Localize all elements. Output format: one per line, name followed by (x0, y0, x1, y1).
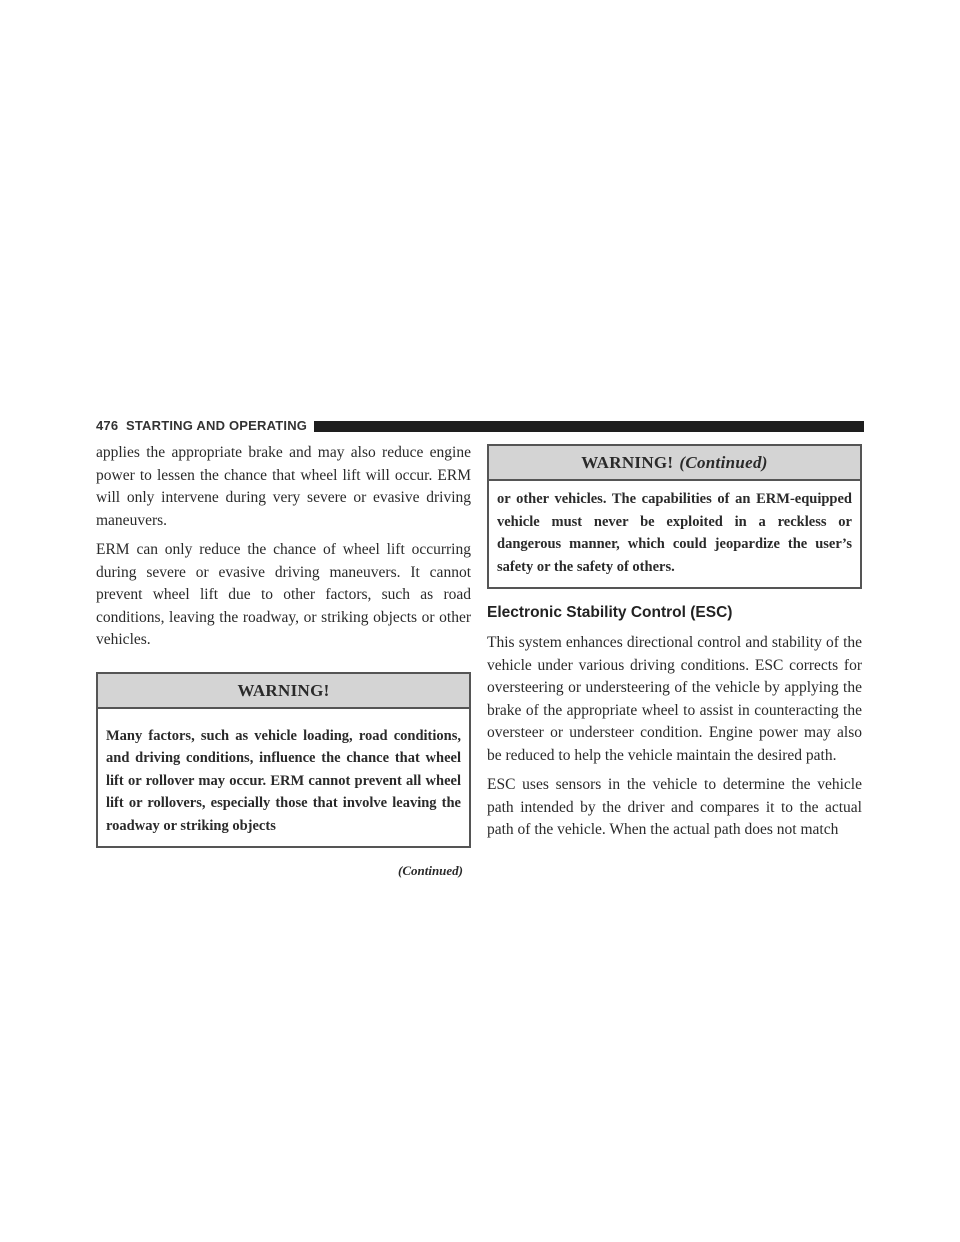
warning-title-text: WARNING! (581, 453, 674, 472)
warning-text: Many factors, such as vehicle loading, road conditions, and driving conditions, influence the chance that wheel lift or rollover may occur. ERM cannot prevent all wheel lift or rollovers, especially those that involve leaving the roadway or striking objects (106, 727, 461, 834)
warning-text: or other vehicles. The capabilities of an ERM-equipped vehicle must never be exploited in a reckless or dangerous manner, which could jeopardize the user’s safety or the safety of others. (497, 491, 852, 575)
page-header (96, 417, 864, 437)
header-rule-bar (314, 421, 864, 432)
continued-label: (Continued) (397, 863, 463, 878)
section-heading: Electronic Stability Control (ESC) (487, 604, 733, 621)
warning-title-continued: (Continued) (679, 453, 768, 472)
body-paragraph: ESC uses sensors in the vehicle to determine the vehicle path intended by the driver and compares it to the actual path of the vehicle. When the actual path does not match (487, 776, 862, 838)
body-paragraph: This system enhances directional control and stability of the vehicle under various driving conditions. ESC corrects for oversteering or understeering of the vehicle by applying the brake of the appropriate wheel to assist in counteracting the oversteer or understeer condition. Engine power may also be reduced to help the vehicle maintain the desired path. (487, 634, 862, 764)
body-paragraph: applies the appropriate brake and may also reduce engine power to lessen the chance that wheel lift will occur. ERM will only intervene during very severe or evasive driving maneuvers. (96, 444, 471, 529)
warning-box-continued (487, 444, 862, 589)
warning-box (96, 672, 471, 849)
warning-title-text: WARNING! (237, 680, 330, 700)
warning-title (489, 446, 860, 481)
page-number: 476 (96, 418, 119, 433)
warning-title (98, 674, 469, 709)
right-column (487, 444, 862, 842)
body-paragraph: ERM can only reduce the chance of wheel lift occurring during severe or evasive driving maneuvers. It cannot prevent wheel lift due to other factors, such as road conditions, leaving the roadway, or striking objects or other vehicles. (96, 541, 471, 648)
section-title: STARTING AND OPERATING (126, 418, 308, 433)
left-column (96, 442, 471, 879)
